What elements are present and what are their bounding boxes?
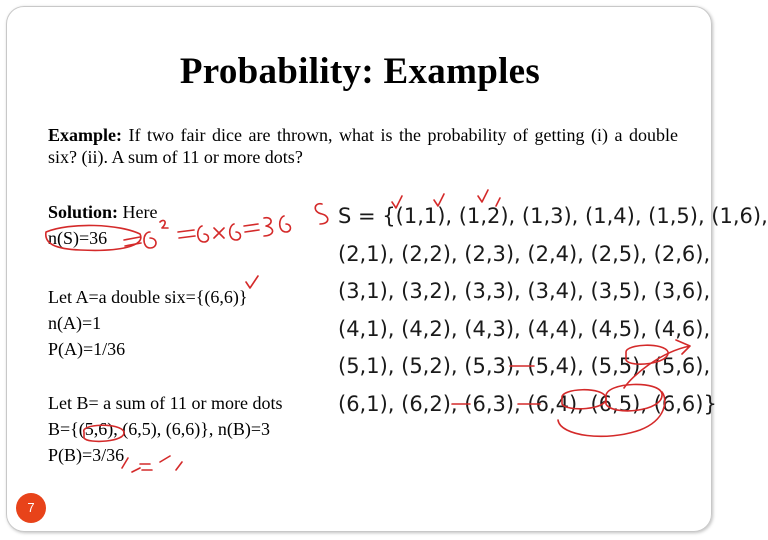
sample-space <box>338 198 768 423</box>
page-number-badge: 7 <box>16 493 46 523</box>
event-a-probability: P(A)=1/36 <box>48 339 126 359</box>
event-a-block <box>48 284 248 362</box>
sample-space-row: (5,1), (5,2), (5,3), (5,4), (5,5), (5,6), <box>338 354 711 378</box>
event-a-definition: Let A=a double six={(6,6)} <box>48 287 248 307</box>
event-b-set: B={(5,6), (6,5), (6,6)}, n(B)=3 <box>48 419 271 439</box>
event-a-count: n(A)=1 <box>48 313 102 333</box>
event-b-definition: Let B= a sum of 11 or more dots <box>48 393 283 413</box>
example-question: If two fair dice are thrown, what is the probability of getting (i) a double six? (ii). A sum of 11 or more dots? <box>48 125 678 167</box>
sample-space-size: n(S)=36 <box>48 228 108 248</box>
sample-space-row: (6,1), (6,2), (6,3), (6,4), (6,5), (6,6)} <box>338 391 717 416</box>
sample-space-row: S = {(1,1), (1,2), (1,3), (1,4), (1,5), (1,6), <box>338 204 768 228</box>
sample-space-row: (3,1), (3,2), (3,3), (3,4), (3,5), (3,6), <box>338 279 711 303</box>
example-text <box>48 124 678 168</box>
solution-label: Solution: <box>48 202 119 222</box>
sample-space-row: (2,1), (2,2), (2,3), (2,4), (2,5), (2,6), <box>338 241 711 266</box>
event-b-probability: P(B)=3/36 <box>48 445 125 465</box>
slide-title: Probability: Examples <box>179 51 541 92</box>
sample-space-row: (4,1), (4,2), (4,3), (4,4), (4,5), (4,6), <box>338 316 711 341</box>
example-label: Example: <box>48 125 122 145</box>
event-b-block <box>48 390 282 468</box>
solution-text: Here <box>118 202 158 222</box>
solution-block <box>48 199 158 251</box>
